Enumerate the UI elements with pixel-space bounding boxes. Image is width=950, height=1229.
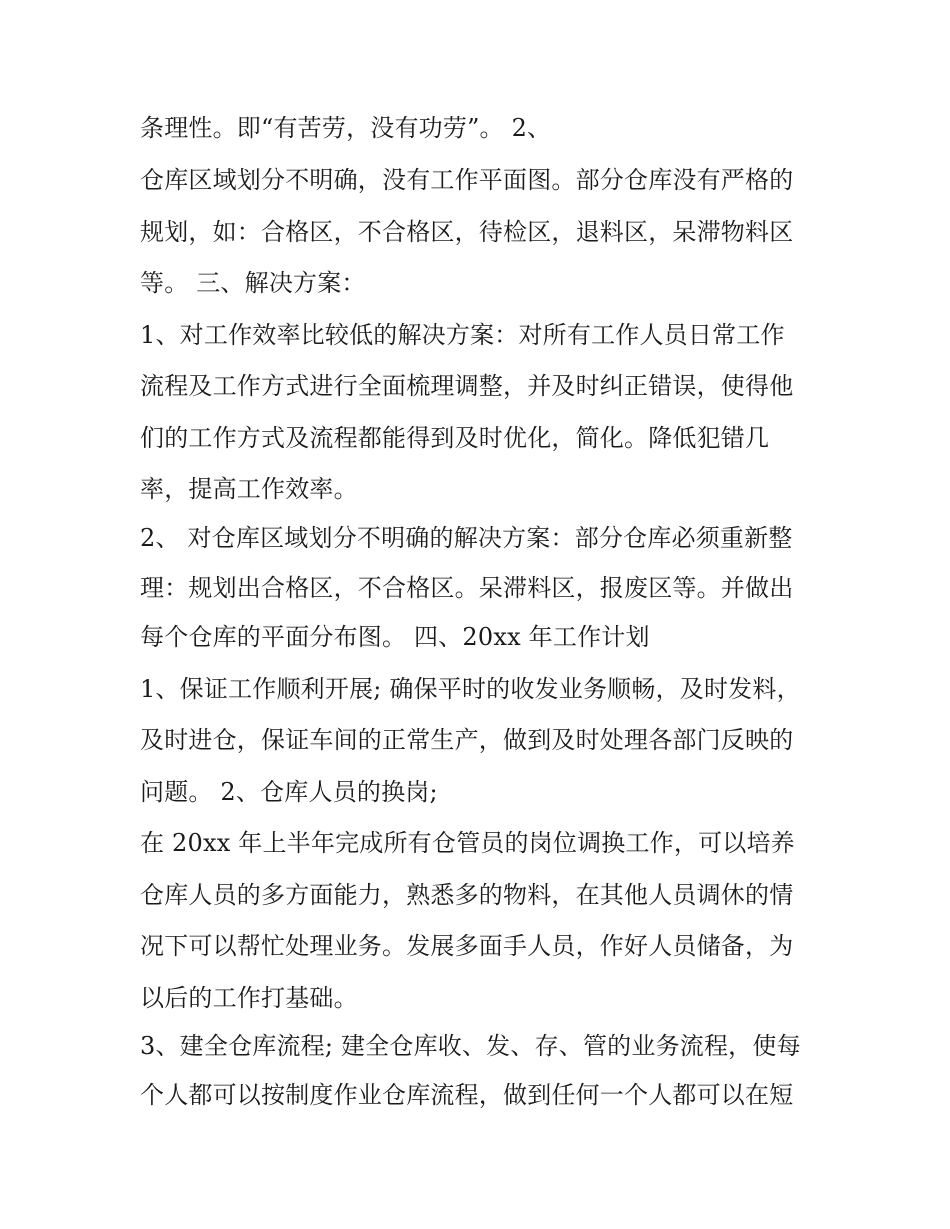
text-line: 1、对工作效率比较低的解决方案：对所有工作人员日常工作 [140,321,785,349]
text-line: 理：规划出合格区，不合格区。呆滞料区，报废区等。并做出 [140,574,794,602]
text-line: 问题。 2、仓库人员的换岗; [140,778,438,806]
text-line: 个人都可以按制度作业仓库流程，做到任何一个人都可以在短 [140,1081,794,1109]
text-line: 规划，如：合格区，不合格区，待检区，退料区，呆滞物料区 [140,218,794,246]
text-line: 2、 对仓库区域划分不明确的解决方案：部分仓库必须重新整 [140,524,793,552]
text-line: 3、建全仓库流程; 建全仓库收、发、存、管的业务流程，使每 [140,1032,801,1060]
text-line: 1、保证工作顺利开展; 确保平时的收发业务顺畅，及时发料， [140,675,801,703]
text-line: 及时进仓，保证车间的正常生产，做到及时处理各部门反映的 [140,726,794,754]
text-line: 每个仓库的平面分布图。 四、20xx 年工作计划 [140,623,650,651]
text-line: 况下可以帮忙处理业务。发展多面手人员，作好人员储备，为 [140,932,794,960]
text-line: 在 20xx 年上半年完成所有仓管员的岗位调换工作，可以培养 [140,829,795,857]
text-line: 率，提高工作效率。 [140,475,358,503]
text-line: 们的工作方式及流程都能得到及时优化，简化。降低犯错几 [140,424,770,452]
text-line: 条理性。即“有苦劳，没有功劳”。 2、 [140,114,552,142]
text-line: 流程及工作方式进行全面梳理调整，并及时纠正错误，使得他 [140,372,794,400]
text-line: 等。 三、解决方案： [140,269,366,297]
text-line: 仓库人员的多方面能力，熟悉多的物料，在其他人员调休的情 [140,881,794,909]
text-line: 以后的工作打基础。 [140,984,358,1012]
text-line: 仓库区域划分不明确，没有工作平面图。部分仓库没有严格的 [140,166,794,194]
